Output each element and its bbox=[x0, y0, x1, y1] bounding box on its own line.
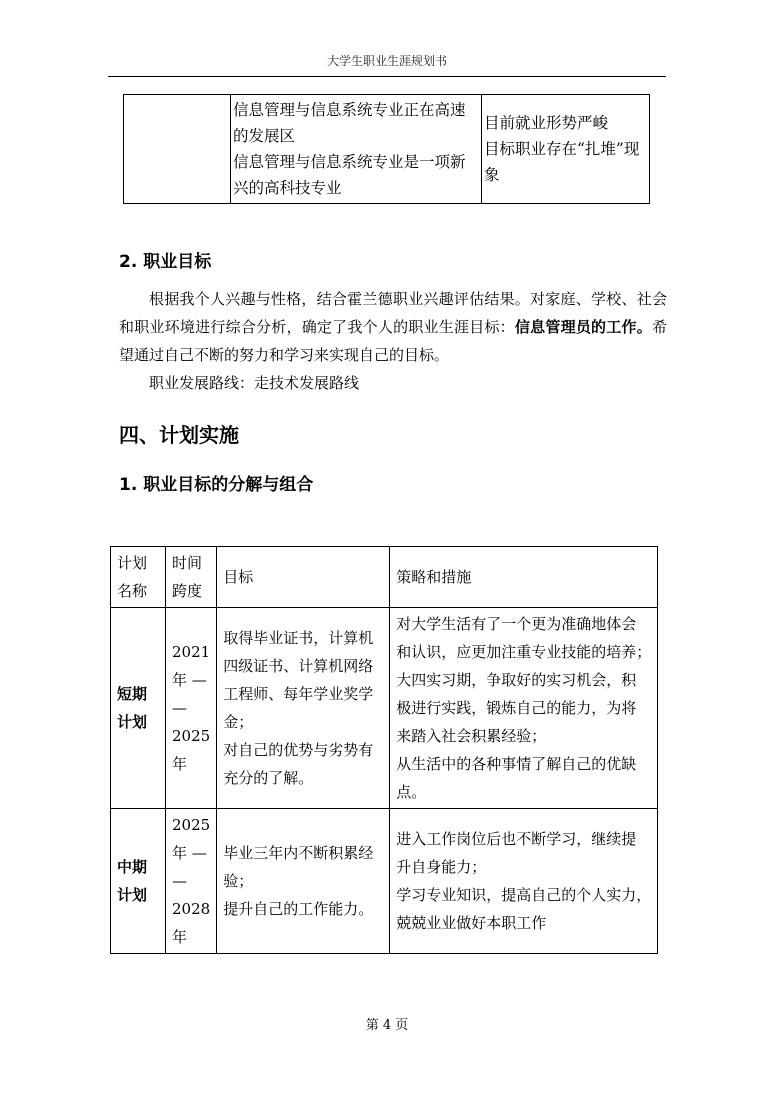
plan-name-text: 计划 bbox=[117, 886, 148, 904]
plan-name-text: 中期 bbox=[117, 858, 148, 876]
cell-line: 信息管理与信息系统专业正在高速 bbox=[233, 101, 466, 119]
empty-cell bbox=[124, 95, 231, 204]
goal-text: 取得毕业证书，计算机 bbox=[223, 629, 374, 647]
strategy-text: 和认识，应更加注重专业技能的培养； bbox=[396, 643, 652, 661]
strategy-text: 对大学生活有了一个更为准确地体会 bbox=[396, 615, 637, 633]
time-text: — bbox=[172, 872, 187, 890]
cell-line: 兴的高科技专业 bbox=[233, 179, 342, 197]
goal-text: 提升自己的工作能力。 bbox=[223, 900, 374, 918]
paragraph-text: 希望通过自己不断的努力和学习来实现自己的目标。 bbox=[119, 318, 667, 364]
development-cell bbox=[231, 95, 482, 204]
goal-text: 对自己的优势与劣势有 bbox=[223, 741, 374, 759]
strategy-text: 升自身能力； bbox=[396, 858, 487, 876]
strategy-text: 学习专业知识，提高自己的个人实力， bbox=[396, 886, 652, 904]
subsection-heading: 1. 职业目标的分解与组合 bbox=[119, 475, 314, 495]
table-header-row bbox=[111, 547, 658, 608]
plan-name-cell bbox=[111, 608, 166, 809]
time-text: 年 bbox=[172, 928, 188, 946]
goal-text: 毕业三年内不断积累经 bbox=[223, 844, 374, 862]
time-text: 年 bbox=[172, 755, 188, 773]
header-goal: 目标 bbox=[217, 547, 390, 608]
plan-name-text: 短期 bbox=[117, 685, 148, 703]
goal-text: 充分的了解。 bbox=[223, 769, 314, 787]
goal-text: 工程师、每年学业奖学 bbox=[223, 685, 374, 703]
time-text: 年 — bbox=[172, 844, 207, 862]
plan-name-text: 计划 bbox=[117, 713, 148, 731]
cell-line: 目标职业存在“扎堆”现 bbox=[484, 140, 640, 158]
page-header: 大学生职业生涯规划书 bbox=[326, 54, 447, 68]
time-text: 2025 bbox=[172, 727, 211, 745]
table-row bbox=[111, 809, 658, 954]
cell-line: 目前就业形势严峻 bbox=[484, 114, 609, 132]
time-text: 2021 bbox=[172, 643, 211, 661]
header-text: 计划 bbox=[117, 554, 148, 572]
time-span-cell bbox=[166, 809, 217, 954]
goal-cell bbox=[217, 608, 390, 809]
goal-text: 金； bbox=[223, 713, 254, 731]
strategy-text: 来踏入社会积累经验； bbox=[396, 727, 547, 745]
strategy-text: 极进行实践，锻炼自己的能力，为将 bbox=[396, 699, 637, 717]
section-heading-plan: 四、计划实施 bbox=[119, 423, 239, 447]
time-text: 2025 bbox=[172, 816, 211, 834]
page-number: 第 4 页 bbox=[365, 1018, 409, 1033]
section-heading-career-goal: 2. 职业目标 bbox=[119, 252, 212, 272]
strategy-cell bbox=[390, 608, 658, 809]
strategy-text: 进入工作岗位后也不断学习，继续提 bbox=[396, 830, 637, 848]
header-text: 跨度 bbox=[172, 582, 203, 600]
header-divider bbox=[108, 76, 666, 77]
table-row bbox=[111, 608, 658, 809]
strategy-cell bbox=[390, 809, 658, 954]
time-text: — bbox=[172, 699, 187, 717]
goal-text: 验； bbox=[223, 872, 254, 890]
goal-emphasis: 信息管理员的工作。 bbox=[514, 318, 652, 336]
header-text: 名称 bbox=[117, 582, 148, 600]
cell-line: 象 bbox=[484, 166, 500, 184]
continued-table bbox=[123, 94, 650, 204]
plan-name-cell bbox=[111, 809, 166, 954]
employment-cell bbox=[482, 95, 650, 204]
strategy-text: 从生活中的各种事情了解自己的优缺 bbox=[396, 755, 637, 773]
header-strategy: 策略和措施 bbox=[390, 547, 658, 608]
cell-line: 信息管理与信息系统专业是一项新 bbox=[233, 153, 466, 171]
strategy-text: 点。 bbox=[396, 783, 427, 801]
time-span-cell bbox=[166, 608, 217, 809]
strategy-text: 大四实习期，争取好的实习机会，积 bbox=[396, 671, 637, 689]
header-plan-name bbox=[111, 547, 166, 608]
paragraph-text: 根据我个人兴趣与性格，结合霍兰德职业兴趣评估结果。对家庭、学校、社会和职业环境进行综合分析，确定了我个人的职业生涯目标： bbox=[119, 290, 667, 336]
goal-cell bbox=[217, 809, 390, 954]
cell-line: 的发展区 bbox=[233, 127, 296, 145]
plan-table bbox=[110, 546, 658, 954]
time-text: 年 — bbox=[172, 671, 207, 689]
table-row bbox=[124, 95, 650, 204]
strategy-text: 兢兢业业做好本职工作 bbox=[396, 914, 547, 932]
goal-text: 四级证书、计算机网络 bbox=[223, 657, 374, 675]
development-route: 职业发展路线：走技术发展路线 bbox=[149, 374, 360, 392]
time-text: 2028 bbox=[172, 900, 211, 918]
header-time-span bbox=[166, 547, 217, 608]
career-goal-paragraph bbox=[119, 285, 667, 369]
header-text: 时间 bbox=[172, 554, 203, 572]
